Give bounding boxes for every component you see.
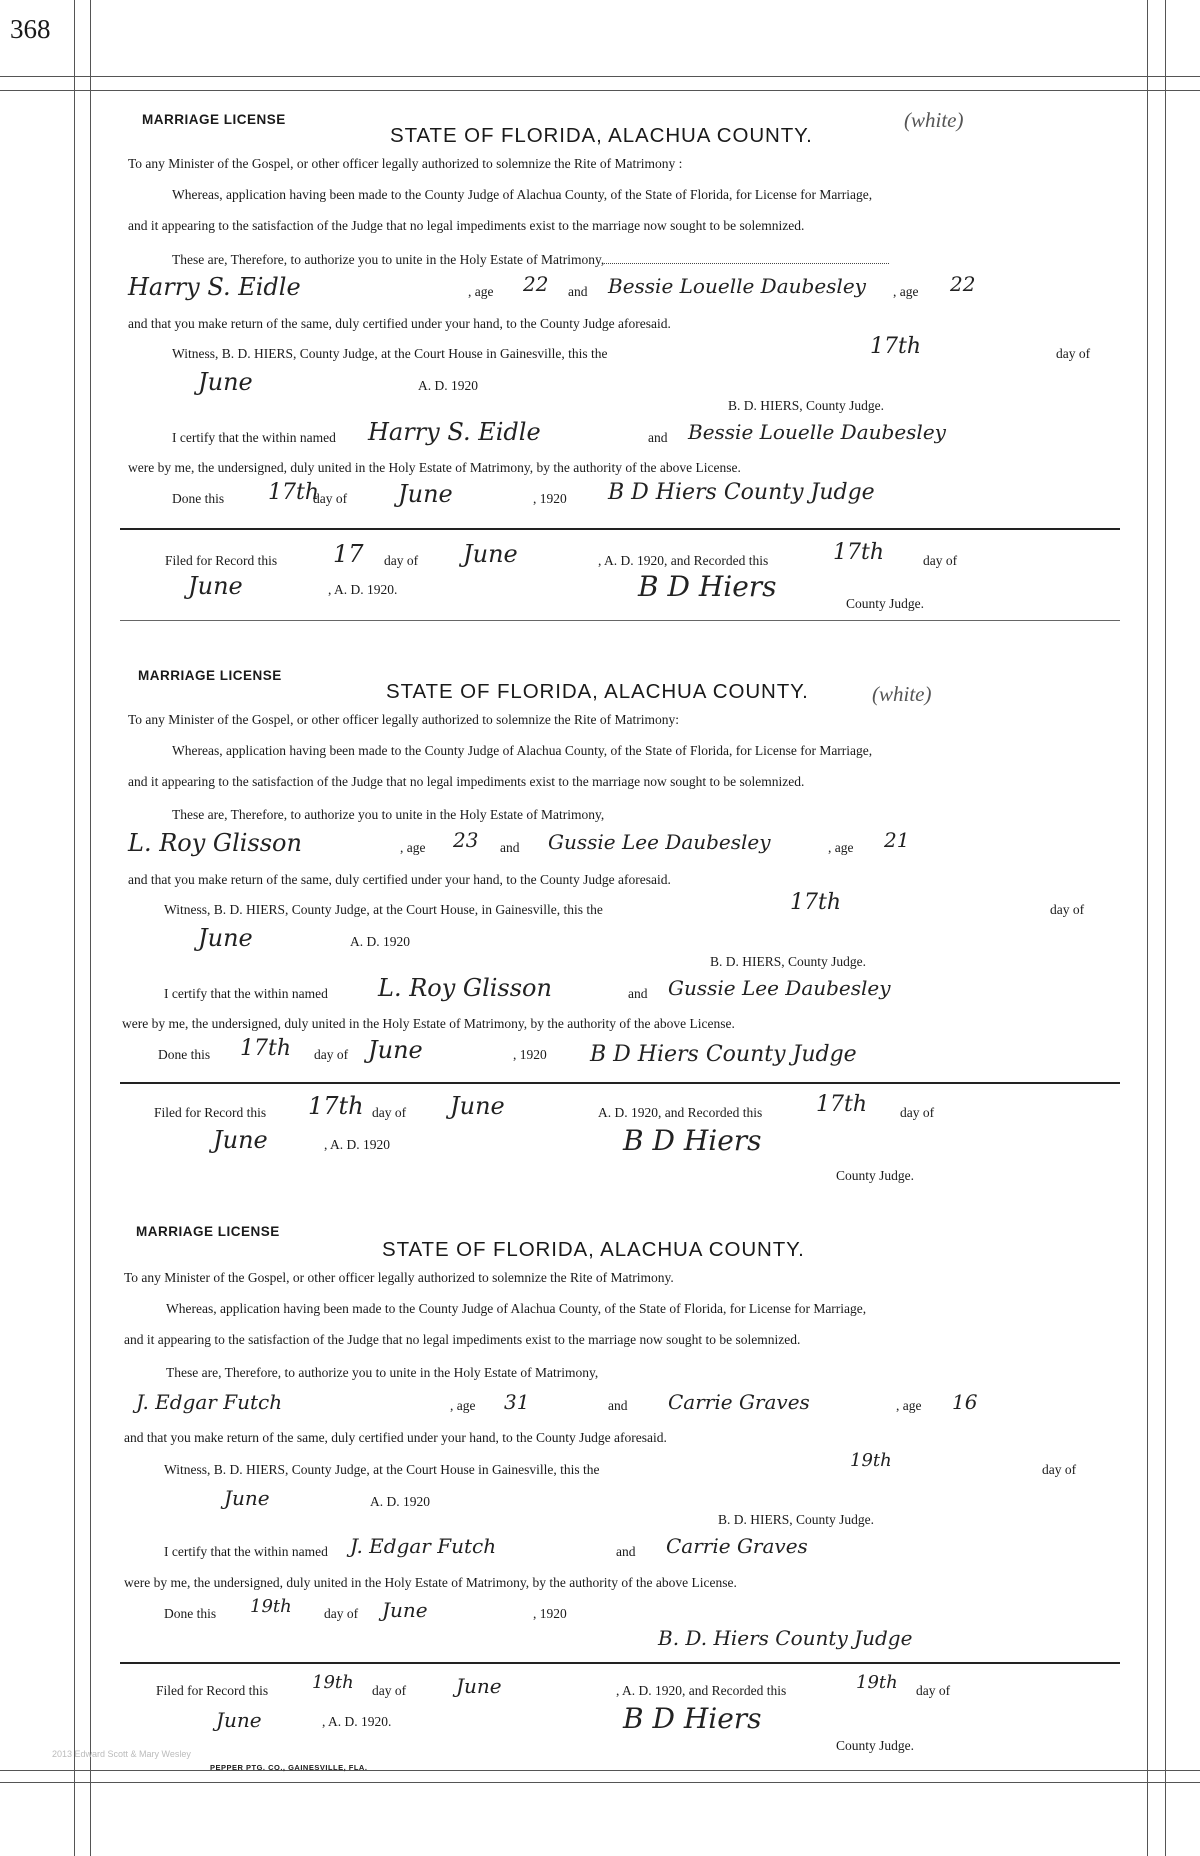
race-note: (white) [904,108,964,132]
ad-year: A. D. 1920 [350,934,410,949]
certify-label: I certify that the within named [164,1544,328,1559]
license-end-rule [120,620,1120,621]
witness-month: June [224,1486,270,1510]
appearing-line: and it appearing to the satisfaction of the Judge that no legal impediments exist to the marriage now sought to be solemnized. [128,774,805,789]
filed-month: June [450,1092,505,1120]
recorded-ad: , A. D. 1920. [328,582,398,597]
certify-groom: L. Roy Glisson [378,974,552,1002]
certify-groom: Harry S. Eidle [368,418,541,446]
return-line: and that you make return of the same, duly certified under your hand, to the County Judge aforesaid. [124,1430,667,1445]
groom-age-label: , age [400,840,426,855]
section-divider [120,1662,1120,1664]
left-margin-rule-inner [90,0,91,1856]
address-line: To any Minister of the Gospel, or other officer legally authorized to solemnize the Rite of Matrimony. [124,1270,674,1285]
printer-mark: PEPPER PTG. CO., GAINESVILLE, FLA. [210,1763,368,1772]
certify-and: and [616,1544,636,1559]
filed-day-of: day of [372,1105,407,1120]
done-year: , 1920 [513,1047,547,1062]
page-number: 368 [10,14,51,44]
ad-year: A. D. 1920 [418,378,478,393]
bride-name: Bessie Louelle Daubesley [608,274,866,298]
recorded-month: June [188,572,243,600]
top-rule [0,76,1200,77]
certify-label: I certify that the within named [172,430,336,445]
bride-age-label: , age [893,284,919,299]
state-title: STATE OF FLORIDA, ALACHUA COUNTY. [386,680,809,703]
certify-bride: Gussie Lee Daubesley [668,976,891,1000]
section-divider [120,528,1120,530]
race-note: (white) [872,682,932,706]
appearing-line: and it appearing to the satisfaction of the Judge that no legal impediments exist to the marriage now sought to be solemnized. [124,1332,801,1347]
done-year: , 1920 [533,1606,567,1621]
recorded-day: 17th [833,540,885,565]
done-day-of: day of [324,1606,359,1621]
county-judge-label: County Judge. [846,596,925,611]
filed-signature: B D Hiers [623,1702,762,1735]
groom-name: J. Edgar Futch [136,1390,283,1414]
filed-signature: B D Hiers [623,1124,762,1157]
recorded-month: June [216,1708,262,1732]
done-year: , 1920 [533,491,567,506]
witness-month: June [198,368,253,396]
done-signature: B D Hiers County Judge [590,1042,857,1067]
certify-groom: J. Edgar Futch [350,1534,497,1558]
whereas-line: Whereas, application having been made to the County Judge of Alachua County, of the State of Florida, for License for Marriage, [172,187,873,202]
recorded-ad: , A. D. 1920. [322,1714,392,1729]
done-day: 17th [268,480,320,505]
section-divider [120,1082,1120,1084]
bottom-rule [0,1770,1200,1771]
done-month: June [382,1598,428,1622]
groom-name: Harry S. Eidle [128,273,301,301]
united-line: were by me, the undersigned, duly united in the Holy Estate of Matrimony, by the authority of the above License. [122,1016,735,1031]
recorded-day-of: day of [916,1683,951,1698]
witness-line: Witness, B. D. HIERS, County Judge, at the Court House in Gainesville, this the [172,346,608,361]
certify-bride: Carrie Graves [666,1534,808,1558]
certify-bride: Bessie Louelle Daubesley [688,420,946,444]
filed-ad: , A. D. 1920, and Recorded this [616,1683,787,1698]
recorded-day: 17th [816,1092,868,1117]
united-line: were by me, the undersigned, duly united in the Holy Estate of Matrimony, by the authority of the above License. [128,460,741,475]
witness-month: June [198,924,253,952]
state-title: STATE OF FLORIDA, ALACHUA COUNTY. [390,124,813,147]
license-header: MARRIAGE LICENSE [142,112,286,127]
bride-age: 22 [950,272,976,296]
judge-caption: B. D. HIERS, County Judge. [710,954,867,969]
filed-day: 17 [333,540,364,568]
witness-line: Witness, B. D. HIERS, County Judge, at the Court House in Gainesville, this the [164,1462,600,1477]
filed-label: Filed for Record this [156,1683,269,1698]
witness-day: 17th [870,334,922,359]
authorize-line: These are, Therefore, to authorize you to unite in the Holy Estate of Matrimony, [166,1365,599,1380]
filed-signature: B D Hiers [638,570,777,603]
certify-and: and [648,430,668,445]
judge-caption: B. D. HIERS, County Judge. [728,398,885,413]
top-rule-inner [0,90,1200,91]
filed-label: Filed for Record this [165,553,278,568]
recorded-day: 19th [856,1672,898,1693]
ad-year: A. D. 1920 [370,1494,430,1509]
recorded-month: June [213,1126,268,1154]
done-day-of: day of [314,1047,349,1062]
done-label: Done this [158,1047,211,1062]
filed-month: June [463,540,518,568]
authorize-line: These are, Therefore, to authorize you to unite in the Holy Estate of Matrimony, [172,251,889,268]
appearing-line: and it appearing to the satisfaction of the Judge that no legal impediments exist to the marriage now sought to be solemnized. [128,218,805,233]
recorded-ad: , A. D. 1920 [324,1137,391,1152]
bride-age: 21 [884,828,910,852]
done-label: Done this [172,491,225,506]
and-label: and [608,1398,628,1413]
bride-name: Carrie Graves [668,1390,810,1414]
judge-caption: B. D. HIERS, County Judge. [718,1512,875,1527]
right-margin-rule-outer [1165,0,1166,1856]
county-judge-label: County Judge. [836,1168,915,1183]
done-month: June [368,1036,423,1064]
license-header: MARRIAGE LICENSE [136,1224,280,1239]
done-signature: B D Hiers County Judge [608,480,875,505]
filed-ad: A. D. 1920, and Recorded this [598,1105,763,1120]
certify-label: I certify that the within named [164,986,328,1001]
groom-age-label: , age [450,1398,476,1413]
recorded-day-of: day of [923,553,958,568]
license-header: MARRIAGE LICENSE [138,668,282,683]
bride-age-label: , age [828,840,854,855]
authorize-line: These are, Therefore, to authorize you to unite in the Holy Estate of Matrimony, [172,807,605,822]
and-label: and [500,840,520,855]
done-signature: B. D. Hiers County Judge [658,1626,913,1650]
witness-line: Witness, B. D. HIERS, County Judge, at the Court House, in Gainesville, this the [164,902,603,917]
day-of-label: day of [1042,1462,1077,1477]
watermark: 2013 Edward Scott & Mary Wesley [52,1749,191,1759]
groom-age-label: , age [468,284,494,299]
day-of-label: day of [1056,346,1091,361]
filed-month: June [456,1674,502,1698]
filed-day: 17th [308,1092,364,1120]
and-label: and [568,284,588,299]
county-judge-label: County Judge. [836,1738,915,1753]
bride-age-label: , age [896,1398,922,1413]
return-line: and that you make return of the same, duly certified under your hand, to the County Judge aforesaid. [128,316,671,331]
groom-age: 23 [453,828,479,852]
done-day: 19th [250,1596,292,1617]
groom-name: L. Roy Glisson [128,829,302,857]
bride-age: 16 [952,1390,978,1414]
groom-age: 31 [504,1390,530,1414]
filed-day: 19th [312,1672,354,1693]
filed-day-of: day of [384,553,419,568]
filed-label: Filed for Record this [154,1105,267,1120]
recorded-day-of: day of [900,1105,935,1120]
done-label: Done this [164,1606,217,1621]
filed-day-of: day of [372,1683,407,1698]
whereas-line: Whereas, application having been made to the County Judge of Alachua County, of the State of Florida, for License for Marriage, [166,1301,867,1316]
groom-age: 22 [523,272,549,296]
whereas-line: Whereas, application having been made to the County Judge of Alachua County, of the State of Florida, for License for Marriage, [172,743,873,758]
address-line: To any Minister of the Gospel, or other officer legally authorized to solemnize the Rite of Matrimony : [128,156,683,171]
filed-ad: , A. D. 1920, and Recorded this [598,553,769,568]
return-line: and that you make return of the same, duly certified under your hand, to the County Judge aforesaid. [128,872,671,887]
bride-name: Gussie Lee Daubesley [548,830,771,854]
certify-and: and [628,986,648,1001]
state-title: STATE OF FLORIDA, ALACHUA COUNTY. [382,1238,805,1261]
bottom-rule-inner [0,1782,1200,1783]
witness-day: 19th [850,1450,892,1471]
done-day: 17th [240,1036,292,1061]
right-margin-rule [1147,0,1148,1856]
done-day-of: day of [313,491,348,506]
done-month: June [398,480,453,508]
united-line: were by me, the undersigned, duly united in the Holy Estate of Matrimony, by the authority of the above License. [124,1575,737,1590]
day-of-label: day of [1050,902,1085,917]
address-line: To any Minister of the Gospel, or other officer legally authorized to solemnize the Rite of Matrimony: [128,712,680,727]
left-margin-rule [74,0,75,1856]
witness-day: 17th [790,890,842,915]
